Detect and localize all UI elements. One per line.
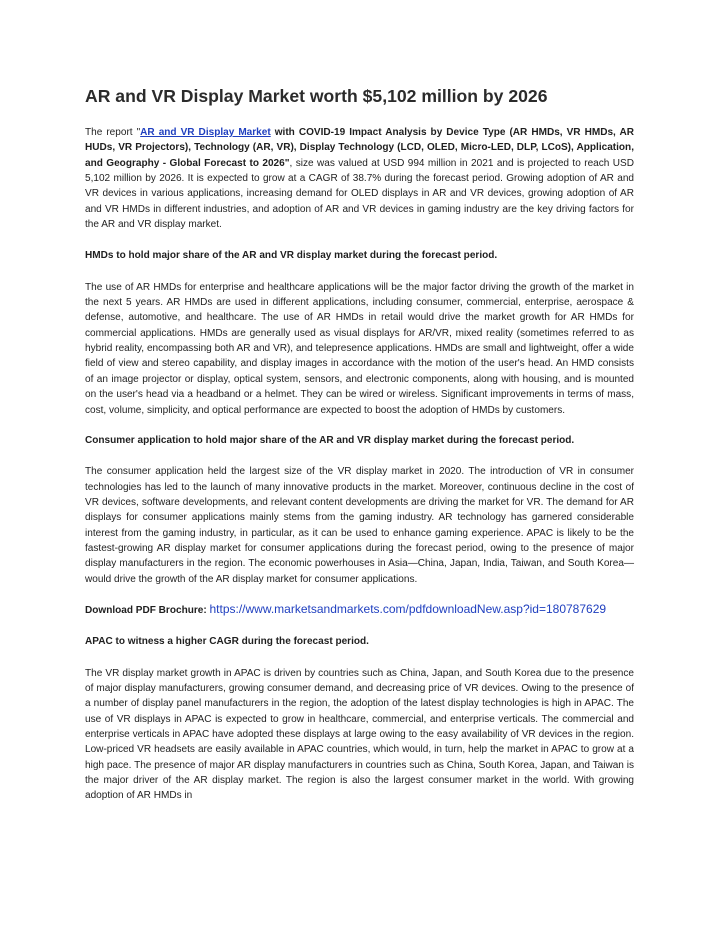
report-link[interactable]: AR and VR Display Market: [140, 127, 271, 138]
section-heading-consumer: Consumer application to hold major share of the AR and VR display market during the forecast period.: [85, 434, 575, 446]
intro-body: , size was valued at USD 994 million in 2021 and is projected to reach USD 5,102 million by 2026. It is expected to grow at a CAGR of 38.7% during the forecast period. Growing adoption of AR and VR devices in various applications, increasing demand for OLED displays in AR and VR devices, growing adoption of AR and VR HMDs in different industries, and adoption of AR and VR devices in gaming industry are the key driving factors for the AR and VR display market.: [85, 157, 634, 231]
intro-prefix: The report ": [85, 127, 141, 138]
section-body-consumer: The consumer application held the largest size of the VR display market in 2020. The introduction of VR in consumer technologies has led to the launch of many innovative products in the market. Moreover, continuous decline in the cost of VR devices, software developments, and relevant content developments are driving the market for VR. The demand for AR displays for consumer applications mainly stems from the gaming industry. AR technology has garnered considerable interest from the gaming industry, in particular, as it can be used to enhance gaming experience. APAC is likely to be the fastest-growing AR display market for consumer applications during the forecast period, owing to the presence of major display manufacturers in the region. The economic powerhouses in Asia—China, Japan, India, Taiwan, and South Korea—would drive the growth of the AR display market for consumer applications.: [85, 466, 634, 585]
intro-report-title: with COVID-19 Impact Analysis by Device Type (AR HMDs, VR HMDs, AR HUDs, VR Projectors), Technology (AR, VR), Display Technology (LCD, OLED, Micro-LED, DLP, LCoS), Application, and Geography - Global Forecast to 2026": [85, 127, 634, 169]
download-brochure-line: [85, 602, 634, 618]
document-page: [85, 86, 634, 819]
section-heading-hmds: HMDs to hold major share of the AR and VR display market during the forecast period.: [85, 250, 498, 262]
brochure-link[interactable]: https://www.marketsandmarkets.com/pdfdownloadNew.asp?id=180787629: [209, 601, 607, 616]
page-title: AR and VR Display Market worth $5,102 million by 2026: [85, 86, 548, 106]
intro-paragraph: [85, 125, 634, 232]
section-heading-apac: APAC to witness a higher CAGR during the forecast period.: [85, 636, 369, 648]
section-body-apac: The VR display market growth in APAC is driven by countries such as China, Japan, and South Korea due to the presence of major display manufacturers, growing consumer demand, and decreasing price of VR devices. Owing to the presence of a number of display panel manufacturers in the region, the adoption of the latest display technologies is high in APAC. The use of VR displays in APAC is expected to grow in healthcare, commercial, and enterprise verticals. The commercial and enterprise verticals in APAC have adopted these displays at large owing to the easy availability of VR devices in the region. Low-priced VR headsets are easily available in APAC countries, which would, in turn, help the market in APAC to grow at a high pace. The presence of major AR display manufacturers in countries such as China, South Korea, Japan, and Taiwan is the major driver of the AR display market. The region is also the largest consumer market in the world. With growing adoption of AR HMDs in: [85, 667, 634, 802]
section-body-hmds: The use of AR HMDs for enterprise and healthcare applications will be the major factor driving the growth of the market in the next 5 years. AR HMDs are used in different applications, including consumer, commercial, enterprise, aerospace & defense, automotive, and healthcare. The use of AR HMDs in retail would drive the market growth for AR HMDs for commercial applications. HMDs are generally used as visual displays for AR/VR, mixed reality (sometimes referred to as hybrid reality, encompassing both AR and VR), and telepresence applications. HMDs are small and lightweight, offer a wide field of view and stereo capability, and display images in accordance with the motion of the user's head. An HMD consists of an image projector or display, optical system, sensors, and electronic components, along with housing, and is mounted on the user's head via a headband or a helmet. They can be wired or wireless. Significant improvements in terms of mass, cost, volume, simplicity, and optical performance are expected to boost the adoption of HMDs by customers.: [85, 281, 634, 416]
download-label: Download PDF Brochure:: [85, 604, 210, 616]
